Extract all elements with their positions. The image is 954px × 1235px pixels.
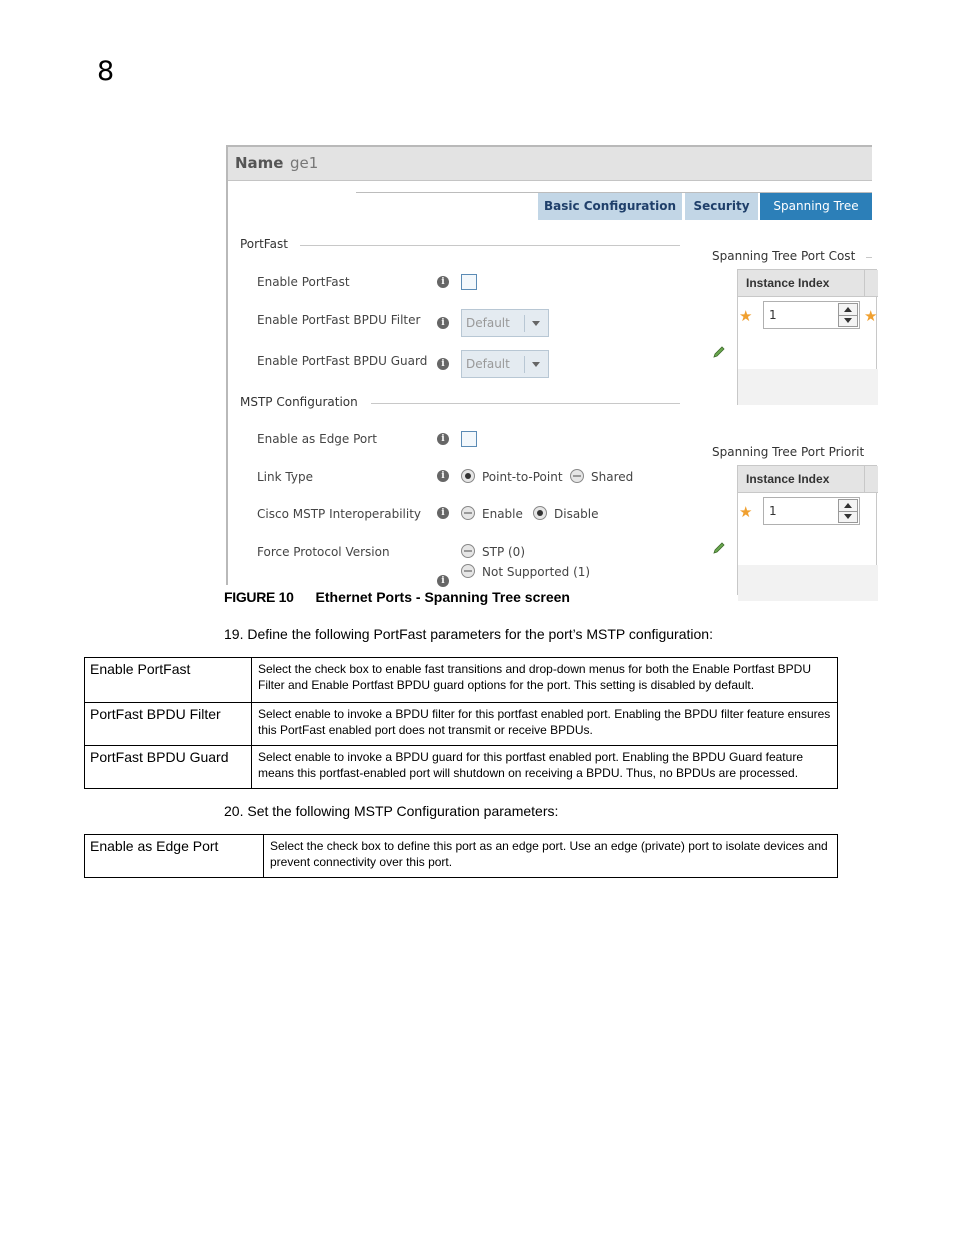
shared-radio[interactable] (570, 469, 584, 483)
cisco-enable-radio[interactable] (461, 506, 475, 520)
port-cost-header (738, 270, 878, 297)
param-description: Select the check box to enable fast transitions and drop-down menus for both the Enable Portfast BPDU Filter and Enable Portfast BPDU guard options for the port. This setting is disabled by default. (252, 658, 838, 703)
cost-instance-value: 1 (769, 308, 777, 322)
stepper-up-icon[interactable] (844, 307, 852, 312)
stepper-down-icon[interactable] (844, 514, 852, 519)
info-icon[interactable]: i (437, 507, 449, 519)
priority-instance-value: 1 (769, 504, 777, 518)
mstp-parameters-table (84, 834, 838, 878)
cisco-disable-radio[interactable] (533, 506, 547, 520)
param-description: Select enable to invoke a BPDU filter for this portfast enabled port. Enabling the BPDU filter feature ensures this PortFast enabled port does not transmit or receive BPDUs. (252, 703, 838, 746)
cost-instance-stepper[interactable] (763, 301, 860, 329)
enable-portfast-label: Enable PortFast (257, 275, 350, 289)
stepper-buttons[interactable] (838, 499, 858, 523)
table-row (85, 658, 838, 703)
edit-pencil-icon[interactable] (712, 541, 726, 555)
chevron-down-icon (532, 321, 540, 326)
param-description: Select enable to invoke a BPDU guard for this portfast enabled port. Enabling the BPDU Guard feature means this portfast-enabled port will shutdown on receiving a BPDU. Thus, no BPDUs are processed. (252, 746, 838, 789)
point-to-point-label: Point-to-Point (482, 470, 563, 484)
figure-caption (224, 589, 570, 605)
cisco-mstp-label: Cisco MSTP Interoperability (257, 507, 422, 521)
param-term: Enable as Edge Port (85, 835, 264, 878)
bpdu-filter-value: Default (466, 316, 510, 330)
stepper-buttons[interactable] (838, 303, 858, 327)
port-cost-heading: Spanning Tree Port Cost (712, 249, 856, 263)
port-priority-grid (737, 465, 877, 595)
not-supported-radio[interactable] (461, 564, 475, 578)
stp-radio[interactable] (461, 544, 475, 558)
bpdu-filter-label: Enable PortFast BPDU Filter (257, 313, 421, 327)
cisco-disable-label: Disable (554, 507, 599, 521)
tab-spanning-tree[interactable]: Spanning Tree (760, 193, 872, 220)
port-cost-grid (737, 269, 877, 405)
bpdu-filter-dropdown[interactable] (461, 309, 549, 337)
link-type-label: Link Type (257, 470, 313, 484)
bpdu-guard-value: Default (466, 357, 510, 371)
name-bar (228, 145, 872, 181)
info-icon[interactable]: i (437, 358, 449, 370)
step-19: 19. Define the following PortFast parameters for the port’s MSTP configuration: (224, 626, 713, 642)
stepper-down-icon[interactable] (844, 318, 852, 323)
portfast-heading: PortFast (240, 237, 288, 251)
info-icon[interactable]: i (437, 276, 449, 288)
param-term: PortFast BPDU Filter (85, 703, 252, 746)
required-star-icon: ★ (864, 307, 878, 325)
figure-number: FIGURE 10 (224, 589, 294, 605)
bpdu-guard-dropdown[interactable] (461, 350, 549, 378)
edit-pencil-icon[interactable] (712, 345, 726, 359)
enable-portfast-checkbox[interactable] (461, 274, 477, 290)
info-icon[interactable]: i (437, 317, 449, 329)
mstp-heading: MSTP Configuration (240, 395, 358, 409)
port-priority-header (738, 466, 878, 493)
bpdu-guard-label: Enable PortFast BPDU Guard (257, 354, 428, 368)
info-icon[interactable]: i (437, 470, 449, 482)
instance-index-header: Instance Index (746, 276, 830, 290)
portfast-parameters-table (84, 657, 838, 789)
table-row (85, 703, 838, 746)
tab-basic-configuration[interactable]: Basic Configuration (538, 193, 682, 220)
required-star-icon: ★ (739, 503, 753, 521)
stp-label: STP (0) (482, 545, 525, 559)
param-term: PortFast BPDU Guard (85, 746, 252, 789)
mstp-divider (371, 403, 680, 404)
step-20: 20. Set the following MSTP Configuration parameters: (224, 803, 559, 819)
required-star-icon: ★ (739, 307, 753, 325)
table-row (85, 746, 838, 789)
spanning-tree-screenshot (226, 145, 878, 586)
name-value: ge1 (290, 154, 319, 172)
edge-port-checkbox[interactable] (461, 431, 477, 447)
stepper-up-icon[interactable] (844, 503, 852, 508)
param-term: Enable PortFast (85, 658, 252, 703)
shared-label: Shared (591, 470, 634, 484)
cisco-enable-label: Enable (482, 507, 523, 521)
priority-instance-stepper[interactable] (763, 497, 860, 525)
instance-index-header: Instance Index (746, 472, 830, 486)
point-to-point-radio[interactable] (461, 469, 475, 483)
portfast-divider (300, 245, 680, 246)
step-20-term: MSTP Configuration (353, 803, 480, 819)
not-supported-label: Not Supported (1) (482, 565, 591, 579)
edge-port-label: Enable as Edge Port (257, 432, 377, 446)
param-description: Select the check box to define this port as an edge port. Use an edge (private) port to isolate devices and prevent connectivity over this port. (264, 835, 838, 878)
port-priority-heading: Spanning Tree Port Priorit (712, 445, 865, 459)
chevron-down-icon (532, 362, 540, 367)
name-label: Name (235, 154, 284, 172)
table-row (85, 835, 838, 878)
step-19-term: PortFast (373, 626, 427, 642)
chapter-number: 8 (97, 56, 115, 87)
force-protocol-label: Force Protocol Version (257, 545, 390, 559)
info-icon[interactable]: i (437, 433, 449, 445)
figure-title: Ethernet Ports - Spanning Tree screen (315, 589, 570, 605)
info-icon[interactable]: i (437, 575, 449, 587)
tab-security[interactable]: Security (685, 193, 758, 220)
